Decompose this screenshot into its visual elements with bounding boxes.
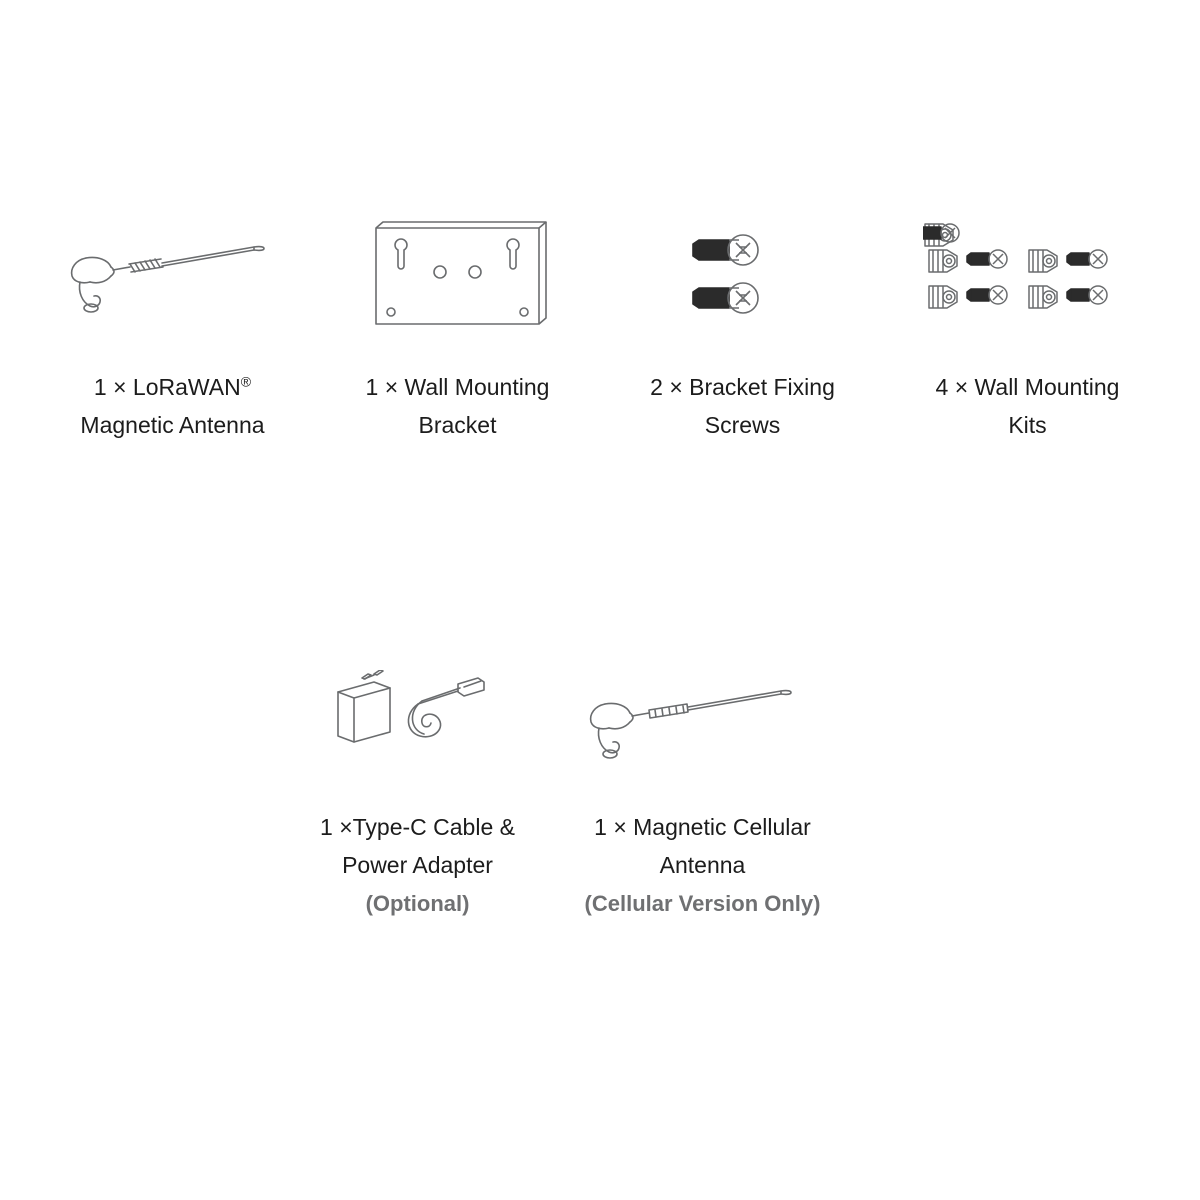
package-item-bracket-screws bbox=[600, 210, 885, 444]
caption-line-2: Screws bbox=[704, 412, 781, 438]
caption-line-1: 1 ×Type-C Cable & bbox=[320, 814, 515, 840]
registered-mark: ® bbox=[240, 373, 252, 390]
magnetic-antenna-icon bbox=[43, 210, 303, 350]
caption-line-1: 1 × Wall Mounting bbox=[365, 374, 550, 400]
caption-line-1: 2 × Bracket Fixing bbox=[650, 374, 835, 400]
caption-line-2: Power Adapter bbox=[342, 852, 493, 878]
caption-note: (Optional) bbox=[365, 891, 470, 916]
caption-line-1: 1 × Magnetic Cellular bbox=[594, 814, 811, 840]
package-item-caption bbox=[936, 368, 1120, 444]
screws-icon bbox=[613, 210, 873, 350]
package-item-caption bbox=[80, 368, 264, 444]
package-item-wall-mounting-kits bbox=[885, 210, 1170, 444]
package-contents-row-2 bbox=[275, 660, 915, 922]
package-item-caption bbox=[650, 368, 835, 444]
package-item-lorawan-antenna bbox=[30, 210, 315, 444]
cellular-antenna-icon bbox=[573, 660, 833, 790]
package-item-cellular-antenna bbox=[560, 660, 845, 922]
caption-line-1: 1 × LoRaWAN bbox=[93, 374, 241, 400]
caption-line-2: Magnetic Antenna bbox=[80, 412, 265, 438]
caption-note: (Cellular Version Only) bbox=[584, 891, 821, 916]
caption-line-2: Kits bbox=[1008, 412, 1047, 438]
caption-line-1: 4 × Wall Mounting bbox=[935, 374, 1120, 400]
caption-line-2: Antenna bbox=[659, 852, 746, 878]
package-item-wall-bracket bbox=[315, 210, 600, 444]
package-contents-row-1 bbox=[30, 210, 1170, 444]
wall-bracket-icon bbox=[328, 210, 588, 350]
package-item-power-adapter bbox=[275, 660, 560, 922]
caption-line-2: Bracket bbox=[418, 412, 497, 438]
wall-anchor-kit-icon bbox=[898, 210, 1158, 350]
package-item-caption bbox=[320, 808, 515, 922]
package-item-caption bbox=[366, 368, 550, 444]
package-item-caption bbox=[585, 808, 821, 922]
power-adapter-cable-icon bbox=[288, 660, 548, 790]
